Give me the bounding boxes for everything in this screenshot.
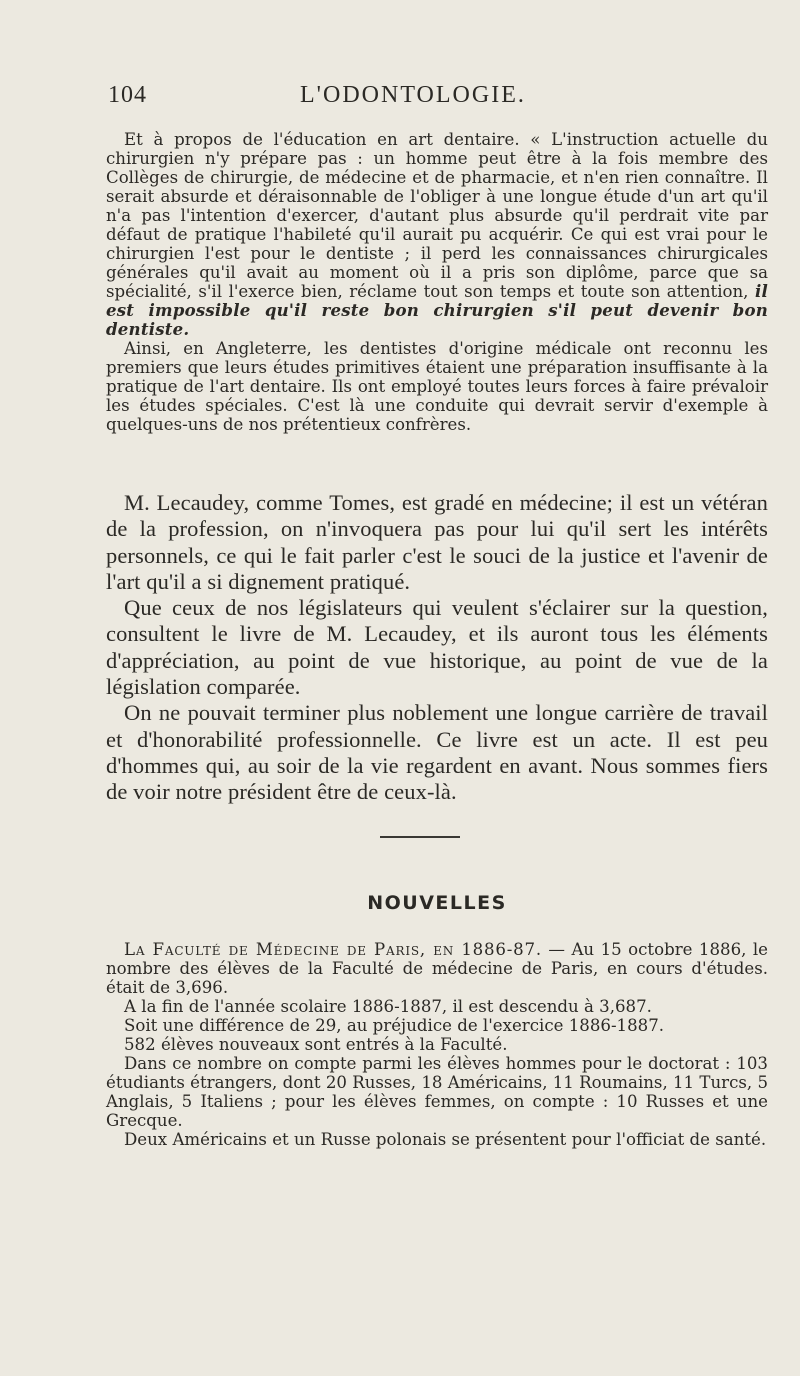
paragraph: Deux Américains et un Russe polonais se présentent pour l'officiat de santé. bbox=[124, 1130, 767, 1149]
page-header bbox=[108, 82, 768, 122]
paragraph bbox=[106, 940, 768, 997]
news-heading: La Faculté de Médecine de Paris, en 1886-87. bbox=[124, 940, 542, 959]
emphasis-text: il est impossible qu'il reste bon chirurgien s'il peut devenir bon dentiste. bbox=[106, 281, 768, 339]
paragraph: A la fin de l'année scolaire 1886-1887, il est descendu à 3,687. bbox=[124, 997, 652, 1016]
quoted-passage bbox=[106, 130, 768, 434]
paragraph: Soit une différence de 29, au préjudice de l'exercice 1886-1887. bbox=[124, 1016, 665, 1035]
paragraph bbox=[106, 130, 768, 339]
paragraph: Que ceux de nos législateurs qui veulent s'éclairer sur la question, consultent le livre de M. Lecaudey, et ils auront tous les éléments d'appréciation, au point de vue historique, au point de vue de la législation comparée. bbox=[106, 595, 768, 700]
main-text bbox=[106, 490, 768, 806]
paragraph: Dans ce nombre on compte parmi les élèves hommes pour le doctorat : 103 étudiants étrangers, dont 20 Russes, 18 Américains, 11 Roumains, 11 Turcs, 5 Anglais, 5 Italiens ; pour les élèves femmes, on compte : 10 Russes et une Grecque. bbox=[106, 1054, 768, 1130]
paragraph: 582 élèves nouveaux sont entrés à la Faculté. bbox=[124, 1035, 508, 1054]
paragraph: M. Lecaudey, comme Tomes, est gradé en médecine; il est un vétéran de la profession, on n'invoquera pas pour lui qu'il sert les intérêts personnels, ce qui le fait parler c'est le souci de la justice et l'avenir de l'art qu'il a si dignement pratiqué. bbox=[106, 490, 768, 594]
paragraph-text: — Au 15 octobre 1886, le nombre des élèves de la Faculté de médecine de Paris, en cours d'études. était de 3,696. bbox=[106, 940, 768, 997]
section-divider bbox=[380, 836, 460, 838]
paragraph: Ainsi, en Angleterre, les dentistes d'origine médicale ont reconnu les premiers que leurs études primitives étaient une préparation insuffisante à la pratique de l'art dentaire. Ils ont employé toutes leurs forces à faire prévaloir les études spéciales. C'est là une conduite qui devrait servir d'exemple à quelques-uns de nos prétentieux confrères. bbox=[106, 339, 768, 434]
paragraph: On ne pouvait terminer plus noblement une longue carrière de travail et d'honorabilité professionnelle. Ce livre est un acte. Il est peu d'hommes qui, au soir de la vie regardent en avant. Nous sommes fiers de voir notre président être de ceux-là. bbox=[106, 700, 768, 805]
section-title: NOUVELLES bbox=[367, 892, 507, 914]
running-title: L'ODONTOLOGIE. bbox=[300, 82, 526, 108]
paragraph-text: Et à propos de l'éducation en art dentaire. « L'instruction actuelle du chirurgien n'y prépare pas : un homme peut être à la fois membre des Collèges de chirurgie, de médecine et de pharmacie, et n'en rien connaître. Il serait absurde et déraisonnable de l'obliger à une longue étude d'un art qu'il n'a pas l'intention d'exercer, d'autant plus absurde qu'il perdrait vite par défaut de pratique l'habileté qu'il aurait pu acquérir. Ce qui est vrai pour le chirurgien l'est pour le dentiste ; il perd les connaissances chirurgicales générales qu'il avait au moment où il a pris son diplôme, parce que sa spécialité, s'il l'exerce bien, réclame tout son temps et toute son attention, bbox=[106, 130, 768, 301]
page-number: 104 bbox=[108, 82, 147, 108]
news-section bbox=[106, 940, 768, 1149]
